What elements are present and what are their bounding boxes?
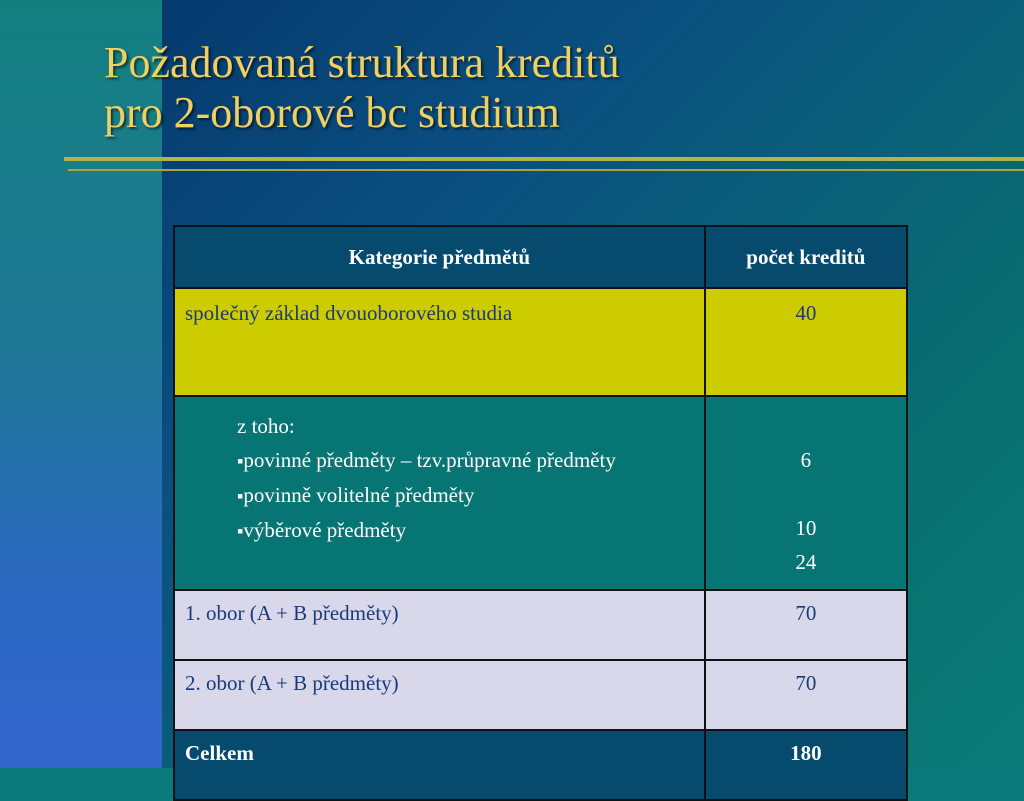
table-row-field-2: [174, 660, 907, 730]
total-label: Celkem: [174, 730, 705, 800]
common-base-label: společný základ dvouoborového studia: [174, 288, 705, 396]
field-1-credits: 70: [705, 590, 907, 660]
table-row-common-base: [174, 288, 907, 396]
slide-title-line-1: Požadovaná struktura kreditů: [104, 38, 620, 87]
common-base-credits: 40: [705, 288, 907, 396]
total-credits: 180: [705, 730, 907, 800]
breakdown-credits-mandatory: 6: [800, 448, 812, 472]
header-credits: počet kreditů: [705, 226, 907, 288]
breakdown-spacer-2: [706, 477, 906, 511]
slide-title: [104, 38, 620, 138]
field-2-credits: 70: [705, 660, 907, 730]
title-divider-thick: [64, 157, 1024, 161]
field-1-label: 1. obor (A + B předměty): [174, 590, 705, 660]
breakdown-item-optional: ▪ povinně volitelné předměty: [237, 478, 684, 513]
breakdown-item-mandatory: ▪ povinné předměty – tzv.průpravné předměty: [237, 443, 684, 478]
breakdown-credits-elective: 24: [795, 550, 817, 574]
breakdown-intro: z toho:: [237, 414, 295, 438]
table-row-breakdown: [174, 396, 907, 590]
table-header-row: [174, 226, 907, 288]
breakdown-credits: [705, 396, 907, 590]
title-divider-thin: [68, 169, 1024, 171]
breakdown-item-elective: ▪ výběrové předměty: [237, 513, 684, 548]
field-2-label: 2. obor (A + B předměty): [174, 660, 705, 730]
table-row-field-1: [174, 590, 907, 660]
breakdown-labels: [174, 396, 705, 590]
breakdown-credits-optional: 10: [795, 516, 817, 540]
credits-table: [173, 225, 908, 801]
slide-title-line-2: pro 2-oborové bc studium: [104, 88, 560, 137]
header-category: Kategorie předmětů: [174, 226, 705, 288]
breakdown-spacer: [706, 409, 906, 443]
table-row-total: [174, 730, 907, 800]
